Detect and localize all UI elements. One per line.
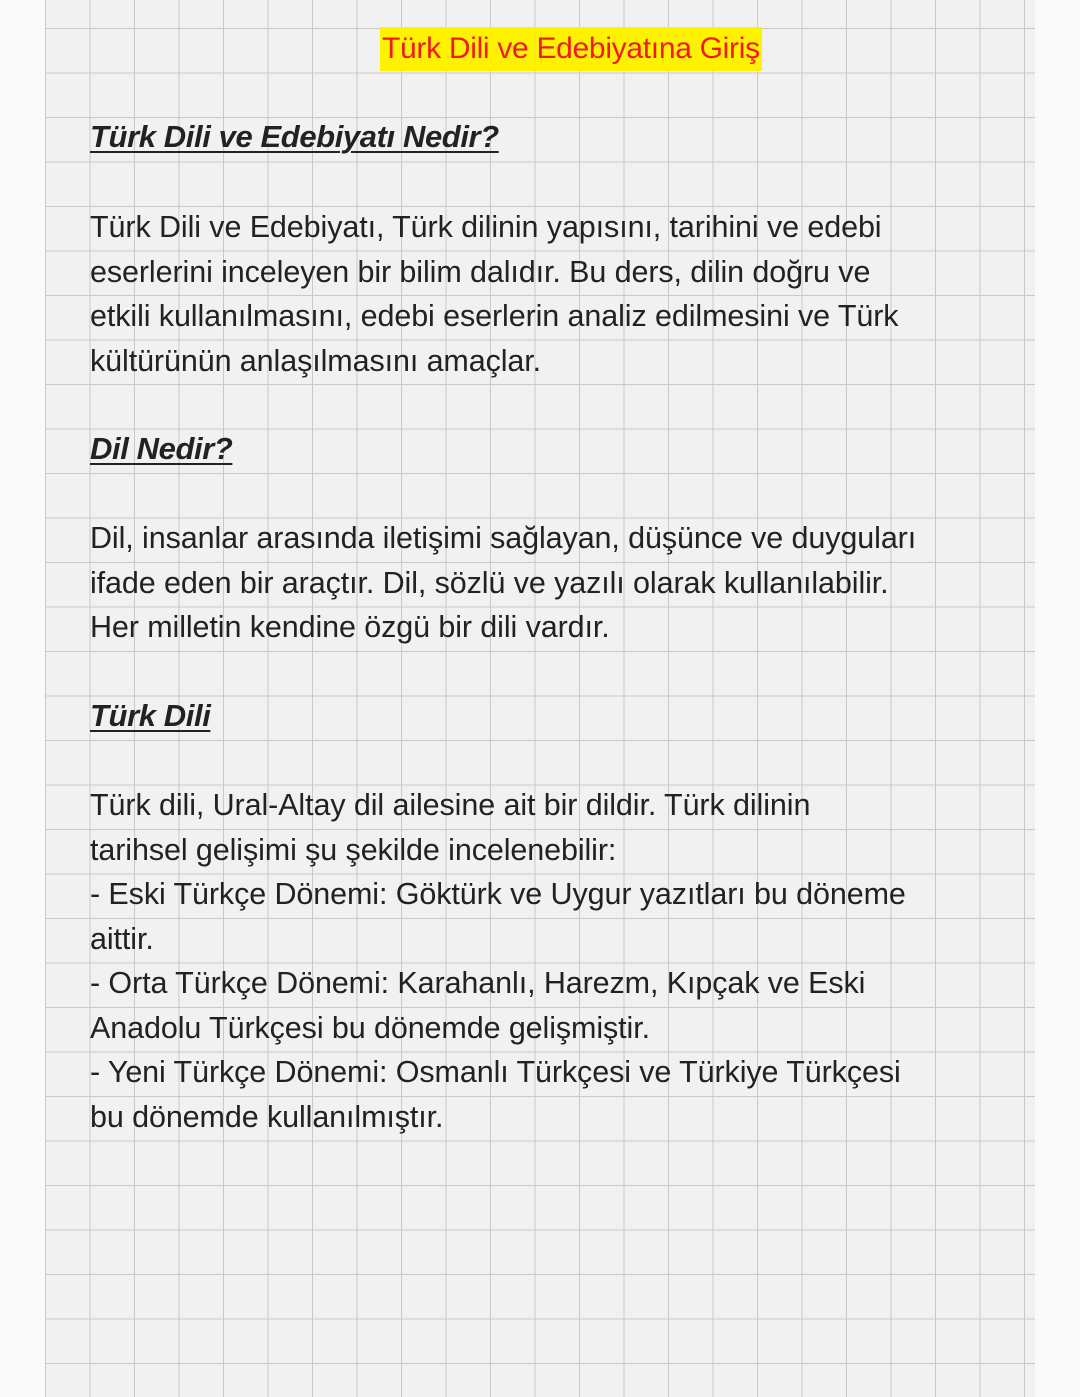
paragraph-line: eserlerini inceleyen bir bilim dalıdır. Bu ders, dilin doğru ve [90, 254, 871, 289]
paragraph-line: - Orta Türkçe Dönemi: Karahanlı, Harezm, Kıpçak ve Eski [90, 966, 866, 1000]
paragraph-line: ifade eden bir araçtır. Dil, sözlü ve yazılı olarak kullanılabilir. [90, 565, 889, 600]
paragraph-line: - Eski Türkçe Dönemi: Göktürk ve Uygur yazıtları bu döneme [90, 877, 906, 911]
section-heading-turk-dili-ve-edebiyati: Türk Dili ve Edebiyatı Nedir? [90, 119, 499, 154]
paragraph-line: Türk Dili ve Edebiyatı, Türk dilinin yapısını, tarihini ve edebi [90, 210, 882, 244]
paragraph-line: aittir. [90, 921, 154, 956]
paragraph-line: tarihsel gelişimi şu şekilde incelenebilir: [90, 832, 617, 867]
notebook-page [45, 0, 1035, 1397]
section-paragraph-turk-dili-ve-edebiyati [90, 205, 990, 383]
paragraph-line: Türk dili, Ural-Altay dil ailesine ait bir dildir. Türk dilinin [90, 788, 811, 822]
section-heading-turk-dili: Türk Dili [90, 698, 211, 733]
paragraph-line: etkili kullanılmasını, edebi eserlerin analiz edilmesini ve Türk [90, 299, 899, 333]
paragraph-line: Dil, insanlar arasında iletişimi sağlayan, düşünce ve duyguları [90, 521, 917, 555]
paragraph-line: - Yeni Türkçe Dönemi: Osmanlı Türkçesi ve Türkiye Türkçesi [90, 1055, 901, 1089]
section-heading-dil-nedir: Dil Nedir? [90, 431, 233, 466]
section-paragraph-dil-nedir [90, 516, 990, 650]
paragraph-line: kültürünün anlaşılmasını amaçlar. [90, 343, 542, 378]
paragraph-line: Anadolu Türkçesi bu dönemde gelişmiştir. [90, 1010, 650, 1045]
paragraph-line: Her milletin kendine özgü bir dili vardır. [90, 610, 610, 644]
section-paragraph-turk-dili [90, 783, 990, 1139]
page-title: Türk Dili ve Edebiyatına Giriş [380, 27, 762, 71]
paragraph-line: bu dönemde kullanılmıştır. [90, 1099, 444, 1134]
